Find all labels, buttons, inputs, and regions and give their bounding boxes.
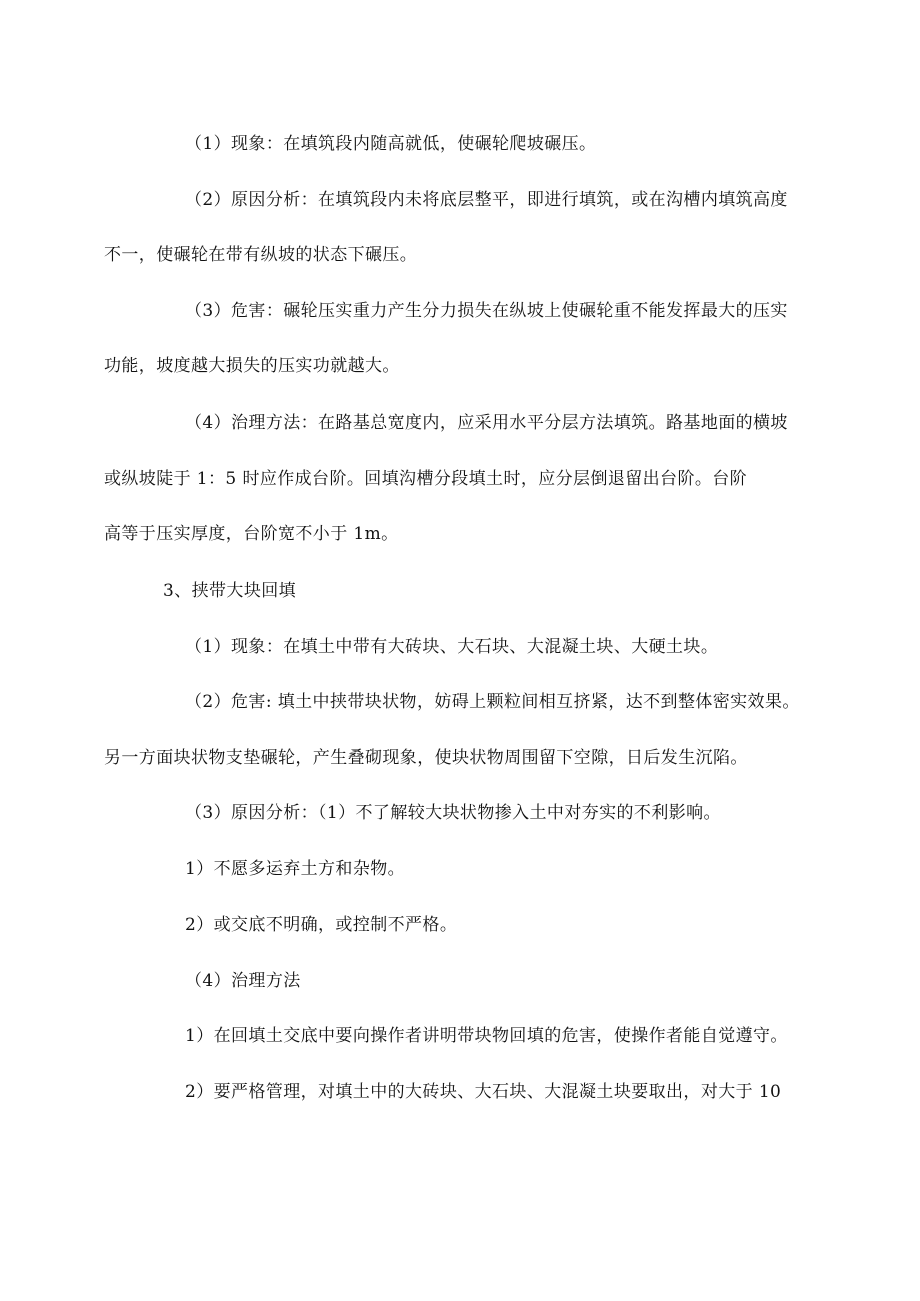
paragraph-phenomenon-3: （1）现象：在填土中带有大砖块、大石块、大混凝土块、大硬土块。 <box>185 637 719 657</box>
paragraph-treatment-1-cont2: 高等于压实厚度，台阶宽不小于 1m。 <box>104 524 399 544</box>
list-item-treatment-2: 2）要严格管理，对填土中的大砖块、大石块、大混凝土块要取出，对大于 10 <box>185 1082 782 1102</box>
list-item-cause-2: 2）或交底不明确，或控制不严格。 <box>185 915 458 935</box>
section-heading-3: 3、挟带大块回填 <box>163 581 297 601</box>
paragraph-harm-1: （3）危害：碾轮压实重力产生分力损失在纵坡上使碾轮重不能发挥最大的压实 <box>185 301 788 321</box>
paragraph-harm-3: （2）危害: 填土中挟带块状物，妨碍上颗粒间相互挤紧，达不到整体密实效果。 <box>185 692 800 712</box>
paragraph-treatment-3: （4）治理方法 <box>185 971 301 991</box>
paragraph-treatment-1-cont1: 或纵坡陡于 1：5 时应作成台阶。回填沟槽分段填土时，应分层倒退留出台阶。台阶 <box>104 469 748 489</box>
paragraph-treatment-1: （4）治理方法：在路基总宽度内，应采用水平分层方法填筑。路基地面的横坡 <box>185 413 788 433</box>
paragraph-cause-analysis-1-cont: 不一，使碾轮在带有纵坡的状态下碾压。 <box>104 245 418 265</box>
list-item-cause-1: 1）不愿多运弃土方和杂物。 <box>185 859 406 879</box>
paragraph-harm-3-cont: 另一方面块状物支垫碾轮，产生叠砌现象，使块状物周围留下空隙，日后发生沉陷。 <box>104 748 748 768</box>
paragraph-cause-analysis-3: （3）原因分析：（1）不了解较大块状物掺入土中对夯实的不利影响。 <box>185 803 721 823</box>
paragraph-cause-analysis-1: （2）原因分析：在填筑段内未将底层整平，即进行填筑，或在沟槽内填筑高度 <box>185 190 788 210</box>
paragraph-phenomenon-1: （1）现象：在填筑段内随高就低，使碾轮爬坡碾压。 <box>185 134 597 154</box>
paragraph-harm-1-cont: 功能，坡度越大损失的压实功就越大。 <box>104 356 400 376</box>
list-item-treatment-1: 1）在回填土交底中要向操作者讲明带块物回填的危害，使操作者能自觉遵守。 <box>185 1026 788 1046</box>
